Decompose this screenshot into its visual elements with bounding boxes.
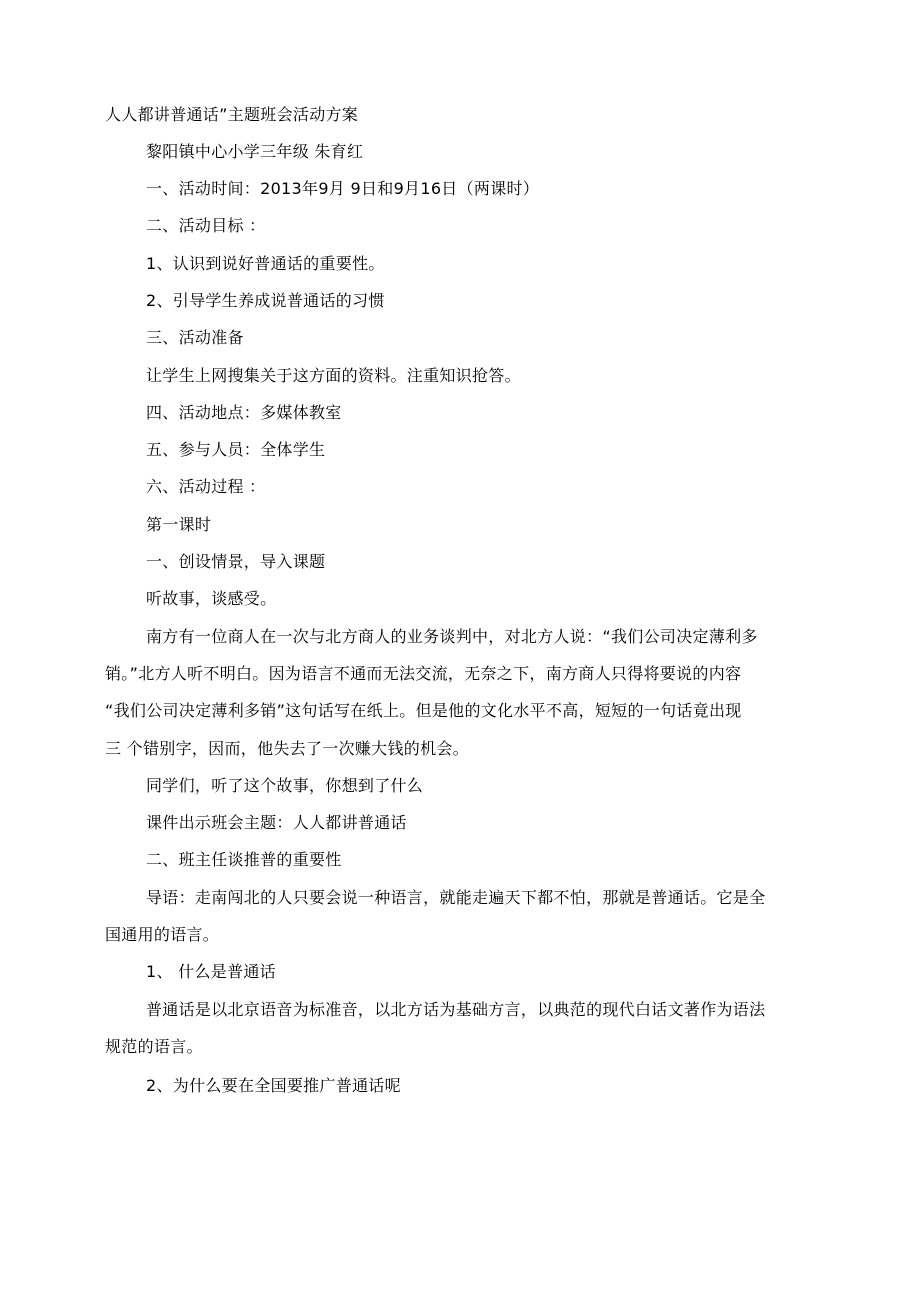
paragraph-line: 规范的语言。 bbox=[105, 1037, 203, 1056]
paragraph-line: 一、活动时间：2013年9月 9日和9月16日（两课时） bbox=[146, 179, 540, 198]
paragraph-line: 二、活动目标 ： bbox=[146, 216, 266, 235]
paragraph-line: 2、为什么要在全国要推广普通话呢 bbox=[146, 1076, 401, 1095]
paragraph-line: 四、活动地点：多媒体教室 bbox=[146, 403, 342, 422]
paragraph-line: 1、 什么是普通话 bbox=[146, 962, 276, 981]
paragraph-line: 同学们，听了这个故事，你想到了什么 bbox=[146, 776, 424, 795]
document-title: 人人都讲普通话”主题班会活动方案 bbox=[105, 105, 359, 124]
paragraph-line: 销。”北方人听不明白。因为语言不通而无法交流，无奈之下，南方商人只得将要说的内容 bbox=[105, 664, 742, 683]
paragraph-line: 五、参与人员：全体学生 bbox=[146, 440, 326, 459]
paragraph-line: 普通话是以北京语音为标准音，以北方话为基础方言，以典范的现代白话文著作为语法 bbox=[146, 1000, 766, 1019]
paragraph-line: 三 个错别字，因而，他失去了一次赚大钱的机会。 bbox=[105, 739, 469, 758]
paragraph-line: “我们公司决定薄利多销”这句话写在纸上。但是他的文化水平不高，短短的一句话竟出现 bbox=[105, 701, 742, 720]
paragraph-line: 三、活动准备 bbox=[146, 328, 244, 347]
paragraph-line: 课件出示班会主题：人人都讲普通话 bbox=[146, 813, 407, 832]
paragraph-line: 一、创设情景，导入课题 bbox=[146, 552, 326, 571]
paragraph-line: 第一课时 bbox=[146, 515, 212, 534]
paragraph-line: 1、认识到说好普通话的重要性。 bbox=[146, 254, 385, 273]
paragraph-line: 南方有一位商人在一次与北方商人的业务谈判中，对北方人说：“我们公司决定薄利多 bbox=[146, 627, 758, 646]
paragraph-line: 导语：走南闯北的人只要会说一种语言，就能走遍天下都不怕，那就是普通话。它是全 bbox=[146, 888, 766, 907]
paragraph-line: 2、引导学生养成说普通话的习惯 bbox=[146, 291, 385, 310]
paragraph-line: 六、活动过程 ： bbox=[146, 477, 266, 496]
paragraph-line: 国通用的语言。 bbox=[105, 925, 220, 944]
paragraph-line: 让学生上网搜集关于这方面的资料。注重知识抢答。 bbox=[146, 366, 521, 385]
paragraph-line: 听故事，谈感受。 bbox=[146, 589, 277, 608]
author-line: 黎阳镇中心小学三年级 朱育红 bbox=[146, 142, 364, 161]
paragraph-line: 二、班主任谈推普的重要性 bbox=[146, 850, 342, 869]
